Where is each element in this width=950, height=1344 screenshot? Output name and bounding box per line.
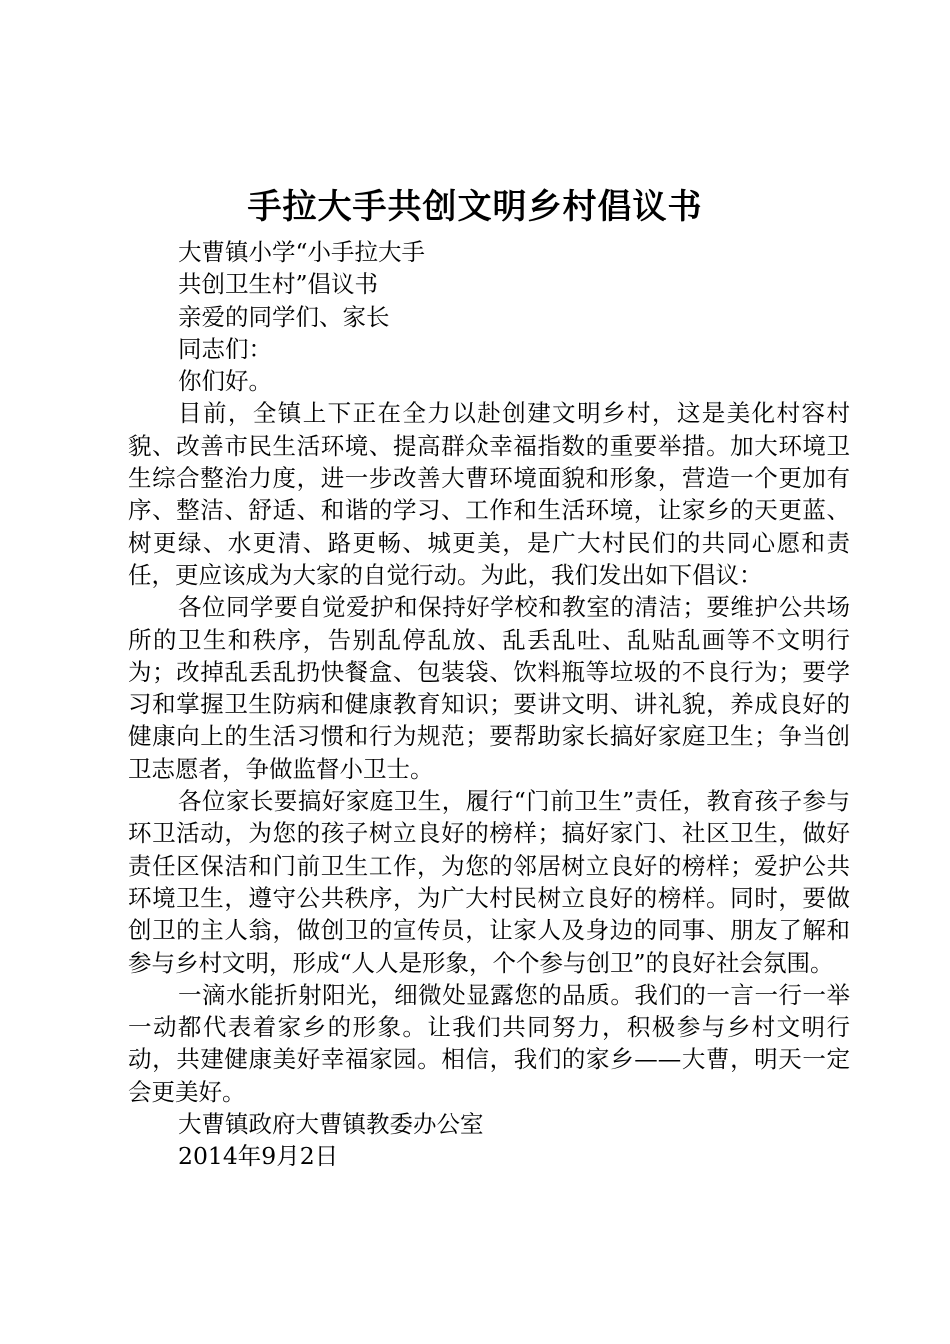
body-paragraph: 一滴水能折射阳光，细微处显露您的品质。我们的一言一行一举一动都代表着家乡的形象。让我们共同努力，积极参与乡村文明行动，共建健康美好幸福家园。相信，我们的家乡——大曹，明天一定会更美好。 [128,980,850,1106]
header-line: 共创卫生村”倡议书 [178,270,379,299]
document-body [128,236,850,1173]
salutation-line: 亲爱的同学们、家长 [178,302,390,331]
salutation-line: 同志们： [178,334,272,363]
body-paragraph: 各位同学要自觉爱护和保持好学校和教室的清洁；要维护公共场所的卫生和秩序，告别乱停乱放、乱丢乱吐、乱贴乱画等不文明行为；改掉乱丢乱扔快餐盒、包装袋、饮料瓶等垃圾的不良行为；要学习和掌握卫生防病和健康教育知识；要讲文明、讲礼貌，养成良好的健康向上的生活习惯和行为规范；要帮助家长搞好家庭卫生；争当创卫志愿者，争做监督小卫士。 [128,593,850,783]
document-title: 手拉大手共创文明乡村倡议书 [247,187,703,227]
signature-line: 大曹镇政府大曹镇教委办公室 [178,1110,484,1139]
body-paragraph: 各位家长要搞好家庭卫生，履行“门前卫生”责任，教育孩子参与环卫活动，为您的孩子树立良好的榜样；搞好家门、社区卫生，做好责任区保洁和门前卫生工作，为您的邻居树立良好的榜样；爱护公共环境卫生，遵守公共秩序，为广大村民树立良好的榜样。同时，要做创卫的主人翁，做创卫的宣传员，让家人及身边的同事、朋友了解和参与乡村文明，形成“人人是形象，个个参与创卫”的良好社会氛围。 [128,787,850,977]
body-paragraph: 目前，全镇上下正在全力以赴创建文明乡村，这是美化村容村貌、改善市民生活环境、提高群众幸福指数的重要举措。加大环境卫生综合整治力度，进一步改善大曹环境面貌和形象，营造一个更加有序、整洁、舒适、和谐的学习、工作和生活环境，让家乡的天更蓝、树更绿、水更清、路更畅、城更美，是广大村民们的共同心愿和责任，更应该成为大家的自觉行动。为此，我们发出如下倡议： [128,399,850,589]
greeting-line: 你们好。 [178,367,272,396]
header-line: 大曹镇小学“小手拉大手 [178,238,426,266]
date-line: 2014年9月2日 [178,1142,339,1171]
